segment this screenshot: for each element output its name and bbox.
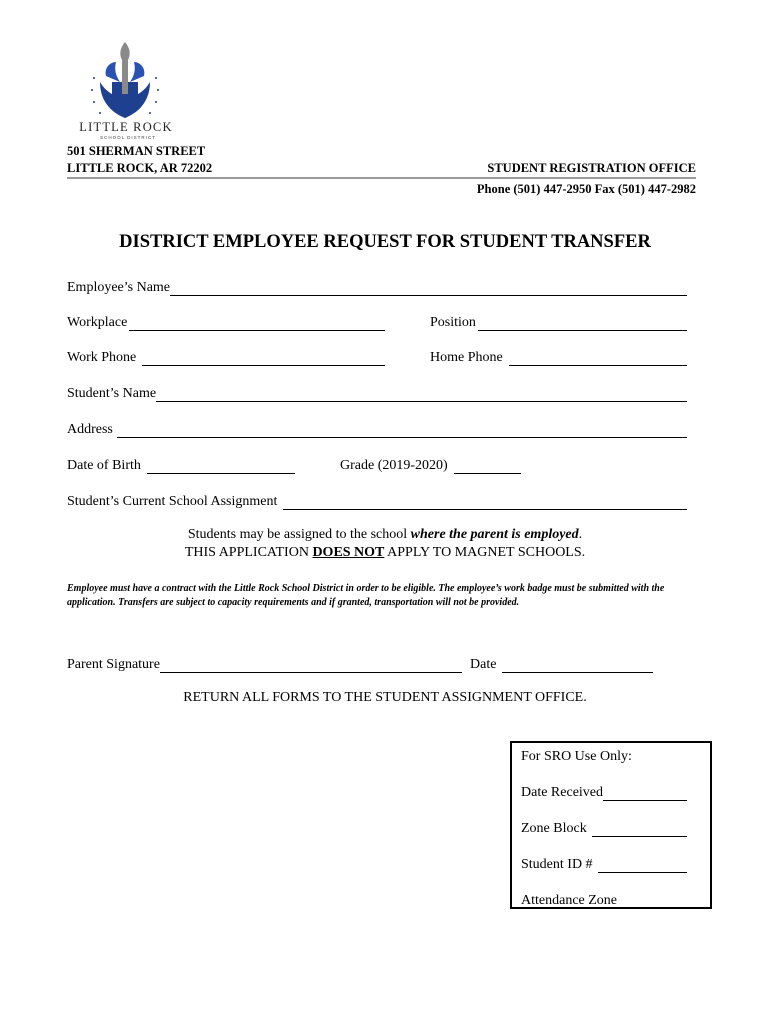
dob-field[interactable] [147,458,295,474]
address-label: Address [67,422,113,437]
dob-row [67,454,295,474]
notice-line1-prefix: Students may be assigned to the school [187,527,411,542]
dob-label: Date of Birth [67,458,141,473]
notice-line1-emphasis: where the parent is employed [410,527,579,542]
student-id-field[interactable] [598,857,687,873]
current-school-field[interactable] [283,494,687,510]
home-phone-field[interactable] [509,350,687,366]
district-sub: SCHOOL DISTRICT [100,135,156,140]
district-name: LITTLE ROCK [79,120,173,134]
work-phone-row [67,346,385,366]
attendance-zone-label: Attendance Zone [521,893,618,908]
sro-heading: For SRO Use Only: [521,749,632,764]
notice-line1 [0,527,770,543]
parent-signature-field[interactable] [160,657,462,673]
workplace-label: Workplace [67,315,128,330]
grade-field[interactable] [454,458,521,474]
home-phone-label: Home Phone [430,350,503,365]
office-phone: Phone (501) 447-2950 Fax (501) 447-2982 [476,182,696,196]
student-id-label: Student ID # [521,857,593,872]
signature-date-field[interactable] [502,657,653,673]
grade-row [340,454,521,474]
date-received-field[interactable] [603,785,687,801]
date-received-label: Date Received [521,785,604,800]
office-name: STUDENT REGISTRATION OFFICE [487,161,696,175]
student-id-row [521,853,687,873]
notice-line2 [0,545,770,561]
address-field[interactable] [117,422,687,438]
workplace-row [67,311,385,331]
signature-date-label: Date [470,657,497,672]
employee-name-row [67,276,687,296]
form-title: DISTRICT EMPLOYEE REQUEST FOR STUDENT TRANSFER [119,232,651,252]
zone-block-field[interactable] [592,821,687,837]
position-row [430,311,687,331]
notice-line2-prefix: THIS APPLICATION [184,545,313,560]
signature-date-row [470,653,653,673]
notice-line1-suffix: . [578,527,583,542]
position-label: Position [430,315,476,330]
parent-signature-label: Parent Signature [67,657,160,672]
position-field[interactable] [478,315,687,331]
student-name-label: Student’s Name [67,386,157,401]
employee-name-field[interactable] [170,280,687,296]
return-note: RETURN ALL FORMS TO THE STUDENT ASSIGNMENT OFFICE. [183,690,587,705]
parent-signature-row [67,653,462,673]
eligibility-fine-print: Employee must have a contract with the Little Rock School District in order to be eligible. The employee’s work badge must be submitted with the application. Transfers are subject to capacity requirements and if granted, transportation will not be provided. [67,583,665,608]
student-name-field[interactable] [156,386,687,402]
header-divider [67,177,696,179]
sro-use-box [510,741,712,909]
attendance-zone-row [521,889,687,909]
notice-line2-suffix: APPLY TO MAGNET SCHOOLS. [384,545,586,560]
grade-label: Grade (2019-2020) [340,458,448,473]
student-name-row [67,382,687,402]
home-phone-row [430,346,687,366]
zone-block-row [521,817,687,837]
notice-line2-emphasis: DOES NOT [312,545,385,560]
current-school-label: Student’s Current School Assignment [67,494,278,509]
address-line2: LITTLE ROCK, AR 72202 [67,161,213,175]
work-phone-label: Work Phone [67,350,137,365]
address-row [67,418,687,438]
work-phone-field[interactable] [142,350,385,366]
address-line1: 501 SHERMAN STREET [67,144,206,158]
employee-name-label: Employee’s Name [67,280,171,295]
attendance-zone-field[interactable] [617,893,687,909]
zone-block-label: Zone Block [521,821,587,836]
current-school-row [67,490,687,510]
workplace-field[interactable] [129,315,385,331]
sro-heading-row [521,745,701,765]
date-received-row [521,781,687,801]
